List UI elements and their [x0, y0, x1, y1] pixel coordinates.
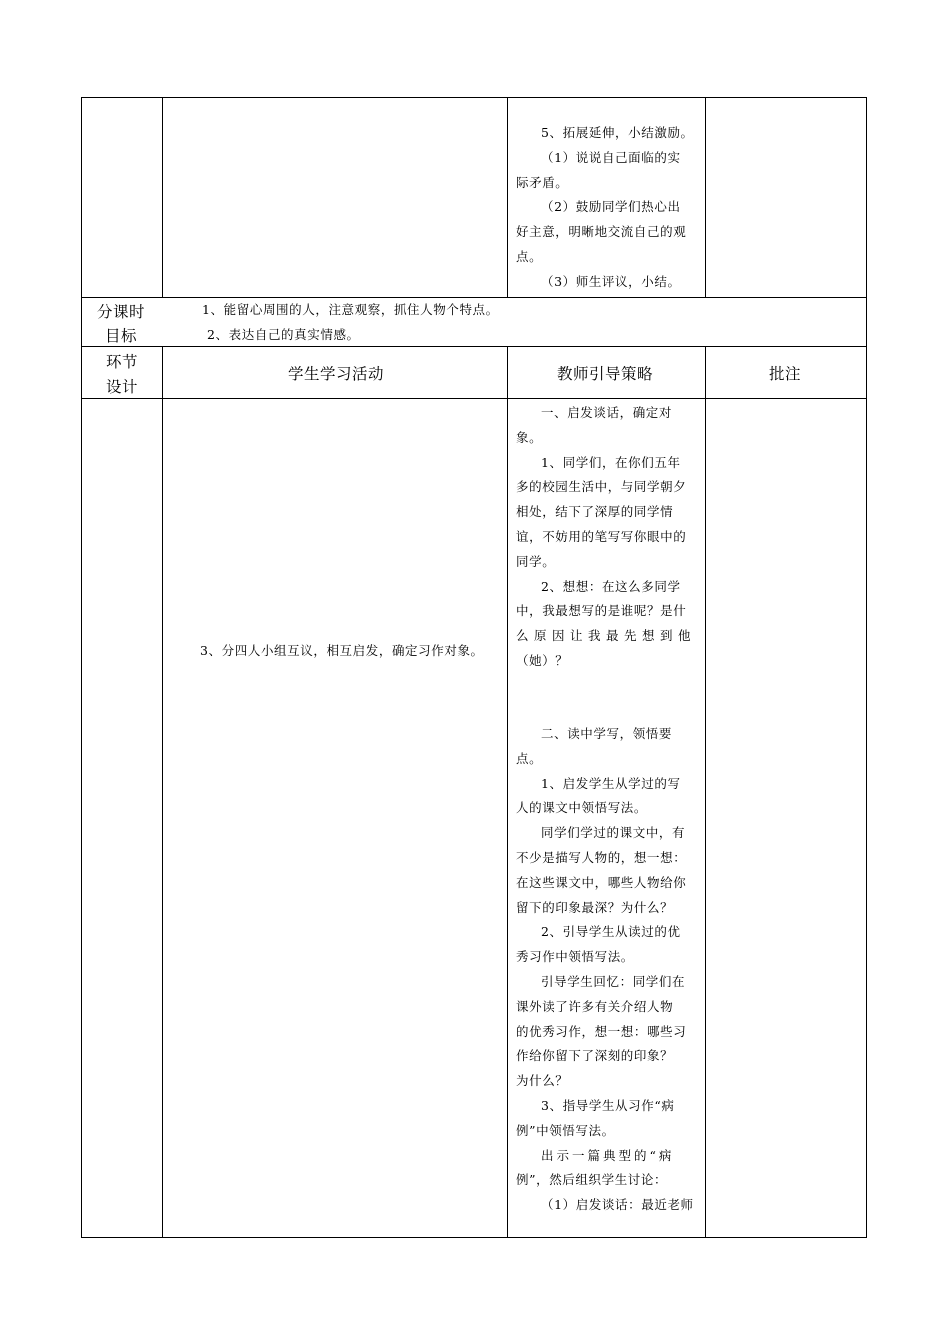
text-line: 谊，不妨用的笔写写你眼中的: [516, 528, 687, 544]
header-annotation: 批注: [769, 365, 802, 383]
text-line: 例”，然后组织学生讨论：: [516, 1172, 668, 1188]
text-line: 中，我最想写的是谁呢？是什: [516, 603, 687, 619]
text-line: 二、读中学写，领悟要: [541, 726, 673, 741]
col-divider-1-top: [162, 97, 163, 297]
objective-goal-1: 1、能留心周围的人，注意观察，抓住人物个特点。: [202, 302, 499, 317]
text-line: 象。: [516, 429, 543, 445]
text-line: 相处，结下了深厚的同学情: [516, 504, 674, 520]
col-divider-1-bottom: [162, 346, 163, 1237]
text-line: 同学们学过的课文中，有: [541, 825, 686, 841]
table-rule-after-top-row: [81, 297, 867, 298]
text-line: 为什么？: [516, 1073, 569, 1089]
text-line: 一、启发谈话，确定对: [541, 405, 673, 420]
header-student-activity: 学生学习活动: [288, 365, 385, 383]
text-line: 同学。: [516, 553, 556, 569]
table-border-right: [866, 97, 867, 1238]
table-border-bottom: [81, 1237, 867, 1238]
objective-label-line1: 分课时: [97, 303, 146, 321]
top-row-teacher-strategy: [516, 121, 698, 295]
text-line: （3）师生评议，小结。: [541, 273, 681, 289]
col-divider-2-top: [507, 97, 508, 297]
text-line: 际矛盾。: [516, 174, 569, 190]
text-line: 例”中领悟写法。: [516, 1122, 615, 1138]
text-line: 课外读了许多有关介绍人物: [516, 998, 674, 1014]
text-line: 么原因让我最先想到他: [516, 628, 697, 644]
text-line: 的优秀习作，想一想：哪些习: [516, 1023, 687, 1039]
header-phase-line2: 设计: [106, 378, 139, 396]
header-teacher-strategy: 教师引导策略: [557, 365, 654, 383]
teacher-strategy-block-2: [516, 722, 698, 1218]
objective-label-line2: 目标: [105, 327, 138, 345]
text-line: 1、同学们，在你们五年: [541, 454, 681, 470]
col-divider-3-bottom: [705, 346, 706, 1237]
text-line: 2、想想：在这么多同学: [541, 578, 681, 594]
text-line: （1）启发谈话：最近老师: [541, 1197, 694, 1213]
table-rule-after-objective-row: [81, 346, 867, 347]
table-border-left: [81, 97, 82, 1238]
text-line: 出示一篇典型的“病: [541, 1147, 675, 1163]
text-line: 作给你留下了深刻的印象？: [516, 1048, 674, 1064]
text-line: 引导学生回忆：同学们在: [541, 973, 686, 989]
teacher-strategy-block-1: [516, 401, 698, 674]
text-line: 人的课文中领悟写法。: [516, 800, 648, 816]
text-line: 点。: [516, 248, 543, 264]
text-line: 多的校园生活中，与同学朝夕: [516, 479, 687, 495]
objective-goal-2: 2、表达自己的真实情感。: [207, 327, 360, 342]
text-line: 点。: [516, 750, 543, 766]
text-line: 在这些课文中，哪些人物给你: [516, 874, 687, 890]
student-activity-text: 3、分四人小组互议，相互启发，确定习作对象。: [200, 643, 484, 658]
header-phase-line1: 环节: [106, 353, 139, 371]
text-line: 5、拓展延伸，小结激励。: [541, 125, 694, 140]
text-line: 好主意，明晰地交流自己的观: [516, 224, 687, 240]
text-line: 不少是描写人物的，想一想：: [516, 849, 687, 865]
table-border-top: [81, 97, 867, 98]
text-line: 留下的印象最深？为什么？: [516, 899, 674, 915]
text-line: （2）鼓励同学们热心出: [541, 199, 681, 215]
text-line: 2、引导学生从读过的优: [541, 924, 681, 940]
text-line: （1）说说自己面临的实: [541, 149, 681, 165]
text-line: （她）？: [516, 652, 569, 668]
col-divider-3-top: [705, 97, 706, 297]
col-divider-2-bottom: [507, 346, 508, 1237]
text-line: 秀习作中领悟写法。: [516, 949, 634, 965]
text-line: 1、启发学生从学过的写: [541, 775, 681, 791]
text-line: 3、指导学生从习作“病: [541, 1097, 675, 1113]
table-rule-after-header-row: [81, 398, 867, 399]
